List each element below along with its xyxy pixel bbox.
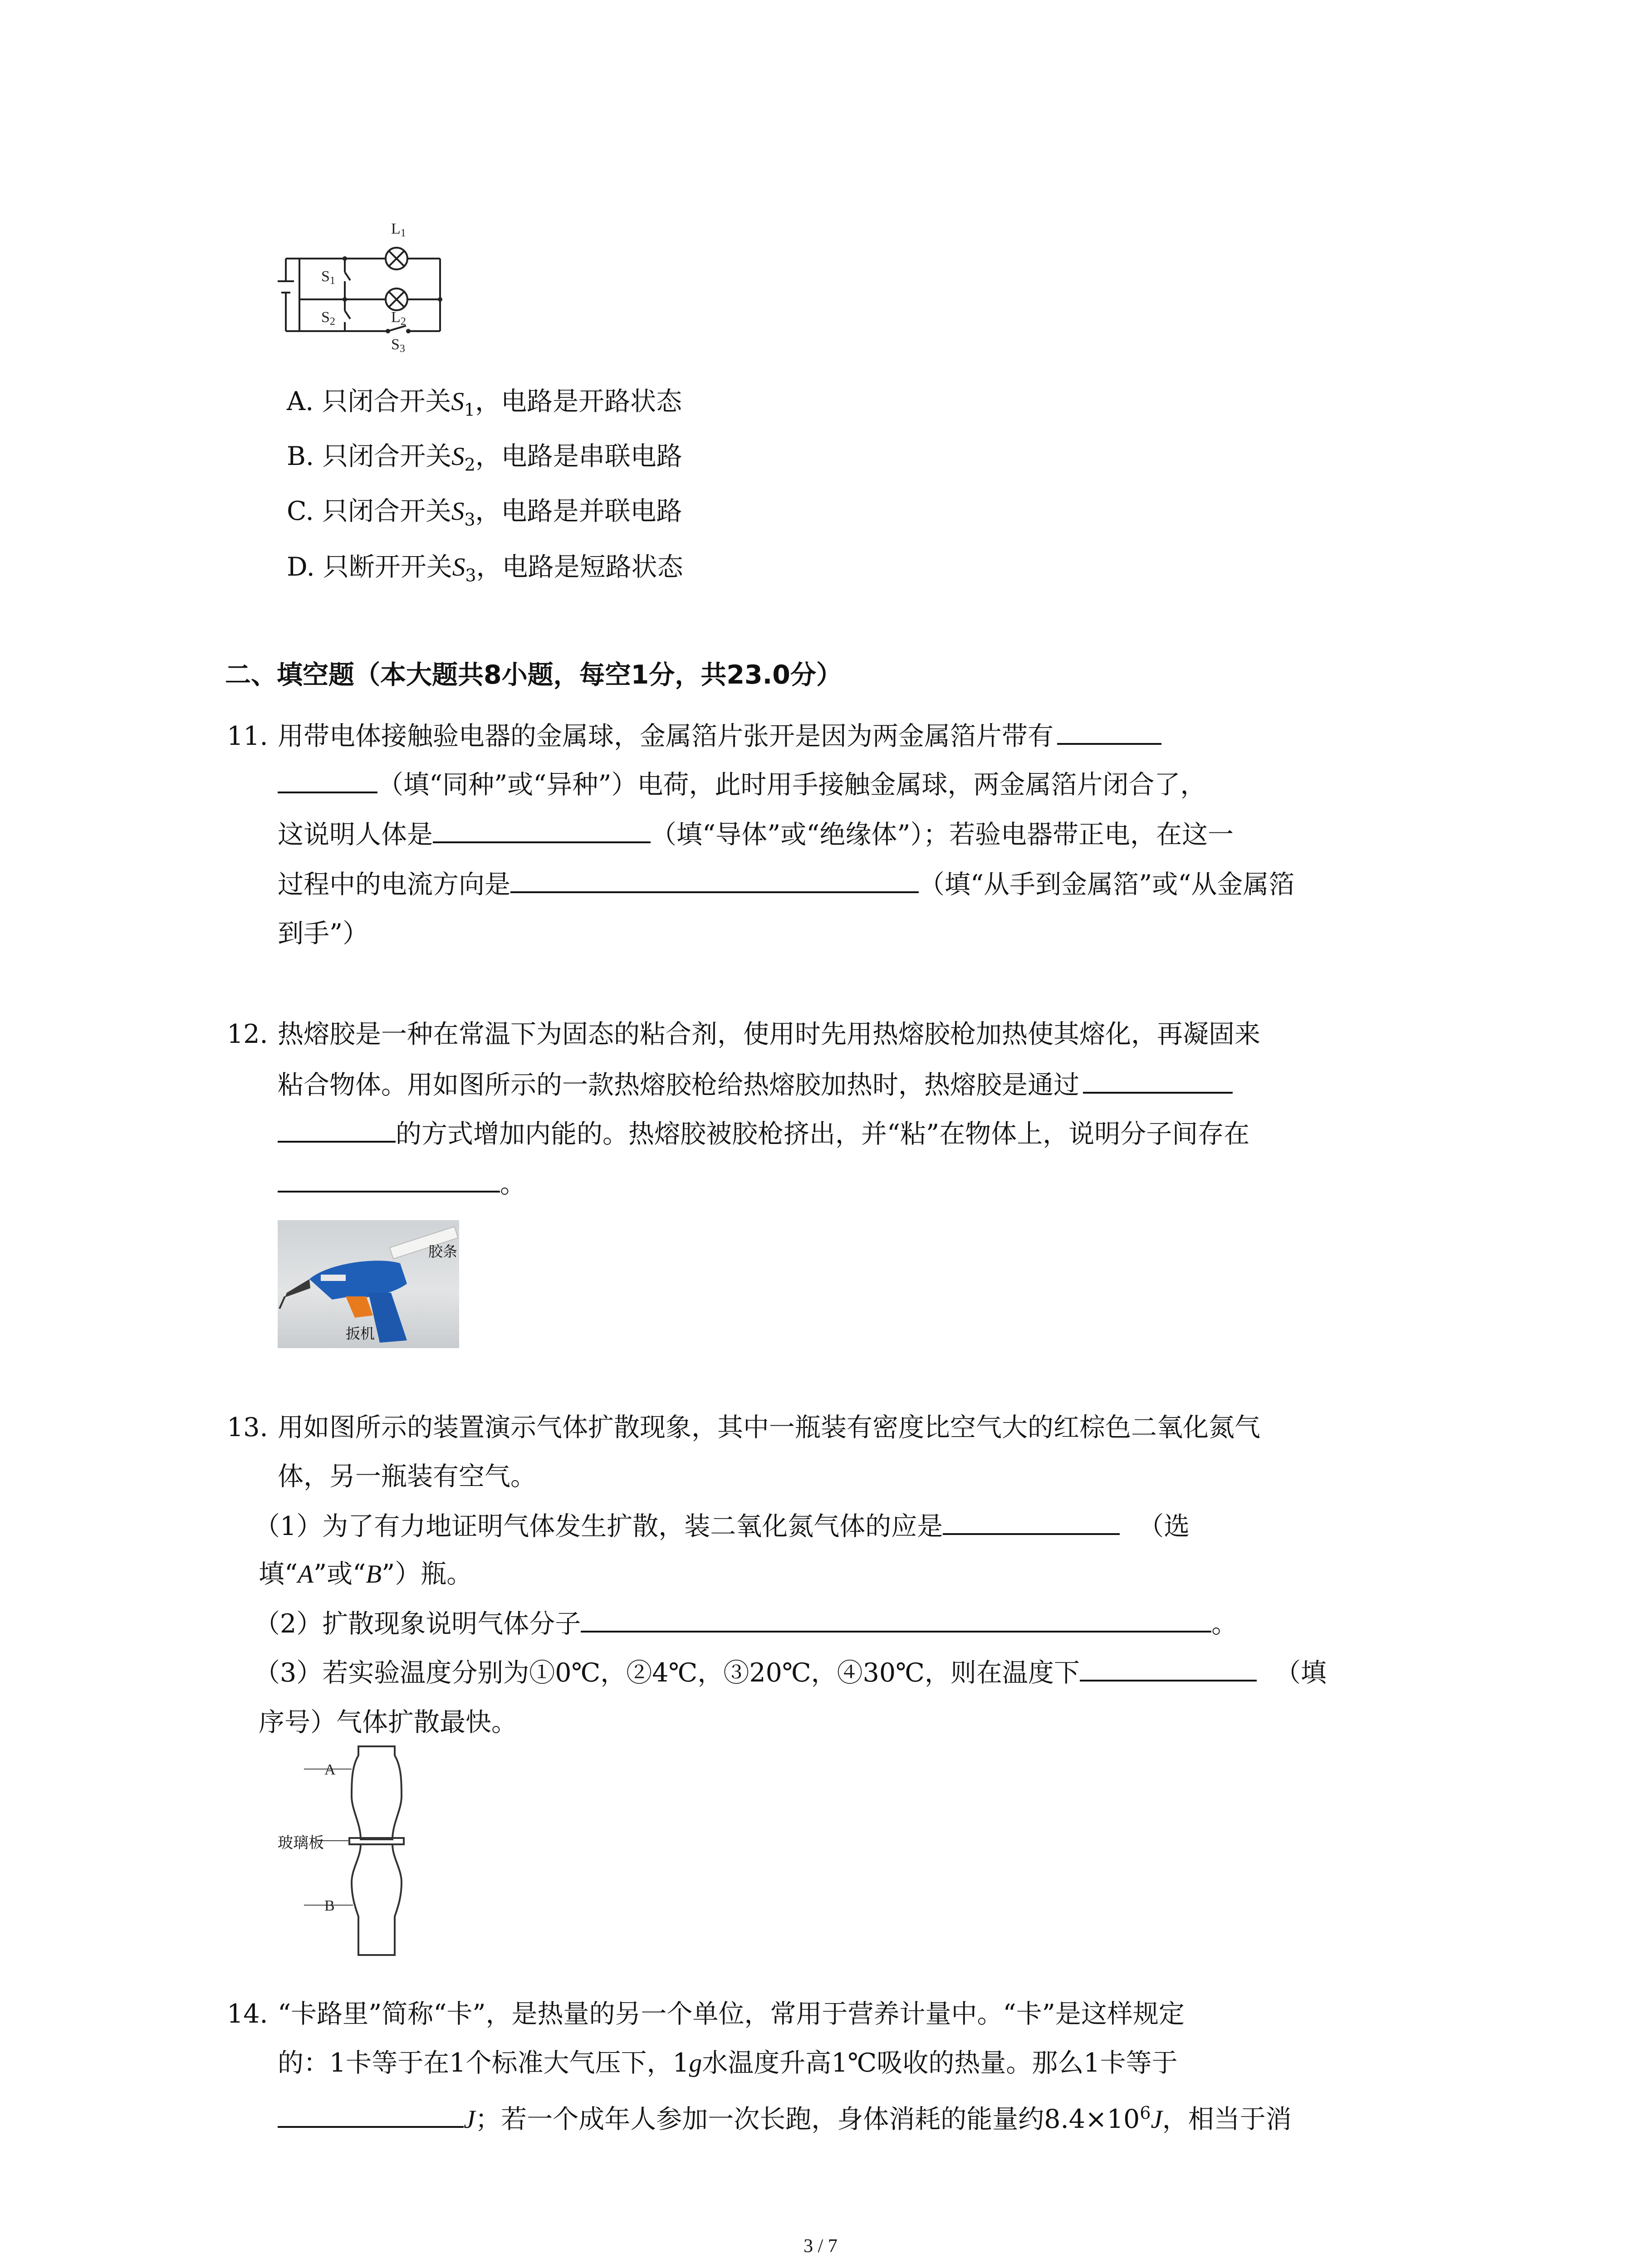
q11-line2: （填“同种”或“异种”）电荷，此时用手接触金属球，两金属箔片闭合了， [278,767,1206,803]
q12-blank-2[interactable] [278,1167,500,1193]
q11-blank-2[interactable] [433,818,651,843]
option-d[interactable]: D. 只断开开关$S_3$，电路是短路状态 [287,552,683,586]
label-glue-stick: 胶条 [428,1243,458,1260]
q11-line5: 到手”） [278,919,369,948]
q14-line2: 的：1卡等于在1个标准大气压下，1g水温度升高1℃吸收的热量。那么1卡等于 [278,2048,1178,2078]
q12-line2: 粘合物体。用如图所示的一款热熔胶枪给热熔胶加热时，热熔胶是通过 [278,1067,1233,1103]
q13-blank-3[interactable] [1080,1656,1257,1681]
q13-line1: 用如图所示的装置演示气体扩散现象，其中一瓶装有密度比空气大的红棕色二氧化氮气 [278,1413,1260,1442]
q13-line3: （1）为了有力地证明气体发生扩散，装二氧化氮气体的应是 （选 [254,1508,1190,1545]
q11-number: 11. [227,721,268,751]
q14-line3: J；若一个成年人参加一次长跑，身体消耗的能量约$8.4\times 10^6J$，相当于消 [278,2095,1292,2138]
q13-line4: 填“A”或“B”）瓶。 [259,1559,473,1589]
option-a[interactable]: A. 只闭合开关$S_1$，电路是开路状态 [287,386,682,420]
q12-blank-1b[interactable] [278,1117,396,1143]
label-bottle-b: B [324,1897,335,1914]
q12-line4: 。 [278,1166,526,1202]
q11-line1: 用带电体接触验电器的金属球，金属箔片张开是因为两金属箔片带有 [278,718,1161,754]
q14-blank-1[interactable] [278,2102,464,2128]
label-s2: S2 [321,309,335,327]
label-l2: L2 [391,309,406,327]
q13-number: 13. [227,1413,268,1442]
q13-line5: （2）扩散现象说明气体分子 。 [254,1606,1237,1642]
q11-line4: 过程中的电流方向是 （填“从手到金属箔”或“从金属箔 [278,866,1294,903]
q12-number: 12. [227,1019,268,1049]
q12-line1: 热熔胶是一种在常温下为固态的粘合剂，使用时先用热熔胶枪加热使其熔化，再凝固来 [278,1019,1260,1049]
q13-line2: 体，另一瓶装有空气。 [278,1461,536,1491]
q12-line3: 的方式增加内能的。热熔胶被胶枪挤出，并“粘”在物体上，说明分子间存在 [278,1116,1249,1152]
q14-number: 14. [227,1999,268,2029]
q11-blank-3[interactable] [510,868,919,893]
option-b[interactable]: B. 只闭合开关$S_2$，电路是串联电路 [287,441,682,475]
q14-line1: “卡路里”简称“卡”，是热量的另一个单位，常用于营养计量中。“卡”是这样规定 [278,1999,1185,2029]
option-c[interactable]: C. 只闭合开关$S_3$，电路是并联电路 [287,496,682,530]
q13-line6: （3）若实验温度分别为①0℃，②4℃，③20℃，④30℃，则在温度下 （填 [254,1655,1327,1691]
q11-line3: 这说明人体是 （填“导体”或“绝缘体”）；若验电器带正电，在这一 [278,816,1234,853]
label-trigger: 扳机 [346,1325,375,1342]
q11-blank-1a[interactable] [1057,719,1161,745]
label-bottle-a: A [324,1761,336,1778]
q13-line7: 序号）气体扩散最快。 [259,1707,517,1737]
circuit-diagram [277,213,467,367]
label-l1: L1 [391,220,406,239]
label-glass-plate: 玻璃板 [278,1834,324,1852]
q11-blank-1b[interactable] [278,768,377,793]
q13-blank-1[interactable] [943,1510,1120,1535]
section-heading: 二、填空题（本大题共8小题，每空1分，共23.0分） [225,660,842,690]
q12-blank-1a[interactable] [1083,1068,1233,1094]
label-s3: S3 [391,336,405,355]
label-s1: S1 [321,268,335,287]
q13-blank-2[interactable] [581,1607,1211,1633]
page-number: 3 / 7 [803,2236,838,2257]
glue-gun-photo [278,1220,459,1348]
